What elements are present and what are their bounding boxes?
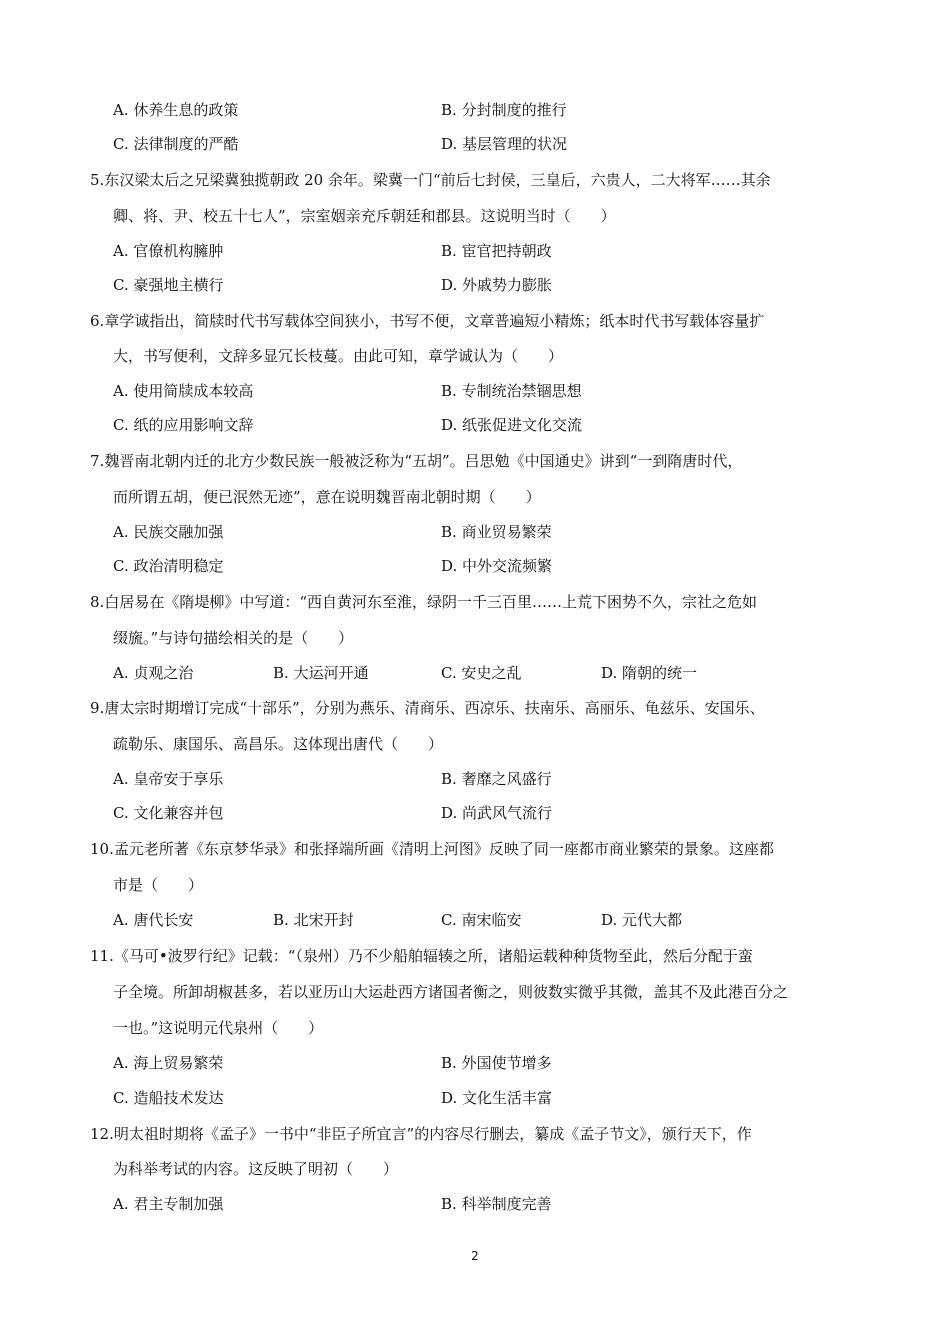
question-6-stem-line-2: 大，书写便利，文辞多显冗长枝蔓。由此可知，章学诚认为（ ）: [113, 347, 564, 365]
question-7-stem-line-2: 而所谓五胡，便已泯然无迹”，意在说明魏晋南北朝时期（ ）: [113, 488, 541, 506]
question-9-option-a: A. 皇帝安于享乐: [113, 770, 224, 788]
question-9-option-b: B. 奢靡之风盛行: [441, 770, 552, 788]
question-10-option-c: C. 南宋临安: [441, 911, 522, 929]
question-8-option-b: B. 大运河开通: [273, 664, 369, 682]
question-12-option-a: A. 君主专制加强: [113, 1195, 224, 1213]
question-10-stem-line-1: 10.孟元老所著《东京梦华录》和张择端所画《清明上河图》反映了同一座都市商业繁荣的景象。这座都: [90, 840, 774, 858]
question-5-stem-line-1: 5.东汉梁太后之兄梁冀独揽朝政 20 余年。梁冀一门“前后七封侯，三皇后，六贵人，二大将军……其余: [90, 171, 771, 189]
question-5-stem-line-2: 卿、将、尹、校五十七人”，宗室姻亲充斥朝廷和郡县。这说明当时（ ）: [113, 207, 616, 225]
option-prev-b: B. 分封制度的推行: [441, 101, 567, 119]
question-8-option-a: A. 贞观之治: [113, 664, 194, 682]
question-8-stem-line-1: 8.白居易在《隋堤柳》中写道：“西自黄河东至淮，绿阴一千三百里……上荒下困势不久，宗社之危如: [90, 593, 757, 611]
question-10-option-b: B. 北宋开封: [273, 911, 354, 929]
option-prev-d: D. 基层管理的状况: [441, 135, 568, 153]
question-12-stem-line-1: 12.明太祖时期将《孟子》一书中“非臣子所宜言”的内容尽行删去，纂成《孟子节文》，颁行天下，作: [90, 1125, 752, 1143]
question-8-option-c: C. 安史之乱: [441, 664, 522, 682]
question-12-option-b: B. 科举制度完善: [441, 1195, 552, 1213]
question-10-option-d: D. 元代大都: [601, 911, 683, 929]
question-7-stem-line-1: 7.魏晋南北朝内迁的北方少数民族一般被泛称为“五胡”。吕思勉《中国通史》讲到“一到隋唐时代，: [90, 452, 743, 470]
option-prev-c: C. 法律制度的严酷: [113, 135, 239, 153]
question-5-option-b: B. 宦官把持朝政: [441, 242, 552, 260]
question-10-option-a: A. 唐代长安: [113, 911, 194, 929]
question-6-option-a: A. 使用简牍成本较高: [113, 382, 254, 400]
question-5-option-c: C. 豪强地主横行: [113, 276, 224, 294]
page-number: 2: [471, 1249, 479, 1263]
question-8-option-d: D. 隋朝的统一: [601, 664, 698, 682]
question-6-option-b: B. 专制统治禁锢思想: [441, 382, 582, 400]
question-9-stem-line-1: 9.唐太宗时期增订完成“十部乐”，分别为燕乐、清商乐、西凉乐、扶南乐、高丽乐、龟兹乐、安国乐、: [90, 699, 765, 717]
question-6-stem-line-1: 6.章学诚指出，简牍时代书写载体空间狭小，书写不便，文章普遍短小精炼；纸本时代书写载体容量扩: [90, 312, 765, 330]
question-5-option-a: A. 官僚机构臃肿: [113, 242, 224, 260]
option-prev-a: A. 休养生息的政策: [113, 101, 239, 119]
question-7-option-d: D. 中外交流频繁: [441, 557, 553, 575]
question-8-stem-line-2: 缀旒。”与诗句描绘相关的是（ ）: [113, 629, 354, 647]
question-7-option-c: C. 政治清明稳定: [113, 557, 224, 575]
question-11-stem-line-2: 子全境。所卸胡椒甚多，若以亚历山大运赴西方诸国者衡之，则彼数实微乎其微，盖其不及此港百分之: [113, 983, 789, 1001]
question-11-option-b: B. 外国使节增多: [441, 1054, 552, 1072]
question-9-option-d: D. 尚武风气流行: [441, 804, 553, 822]
question-11-stem-line-1: 11.《马可•波罗行纪》记载：“（泉州）乃不少船舶辐辏之所，诸船运载种种货物至此，然后分配于蛮: [90, 947, 753, 965]
question-7-option-a: A. 民族交融加强: [113, 523, 224, 541]
question-6-option-d: D. 纸张促进文化交流: [441, 416, 583, 434]
question-12-stem-line-2: 为科举考试的内容。这反映了明初（ ）: [113, 1160, 399, 1178]
question-9-stem-line-2: 疏勒乐、康国乐、高昌乐。这体现出唐代（ ）: [113, 735, 444, 753]
question-11-option-a: A. 海上贸易繁荣: [113, 1054, 224, 1072]
question-11-option-d: D. 文化生活丰富: [441, 1089, 553, 1107]
question-10-stem-line-2: 市是（ ）: [113, 876, 204, 894]
question-9-option-c: C. 文化兼容并包: [113, 804, 224, 822]
question-11-option-c: C. 造船技术发达: [113, 1089, 224, 1107]
question-6-option-c: C. 纸的应用影响文辞: [113, 416, 254, 434]
question-11-stem-line-3: 一也。”这说明元代泉州（ ）: [113, 1019, 324, 1037]
question-7-option-b: B. 商业贸易繁荣: [441, 523, 552, 541]
question-5-option-d: D. 外戚势力膨胀: [441, 276, 553, 294]
